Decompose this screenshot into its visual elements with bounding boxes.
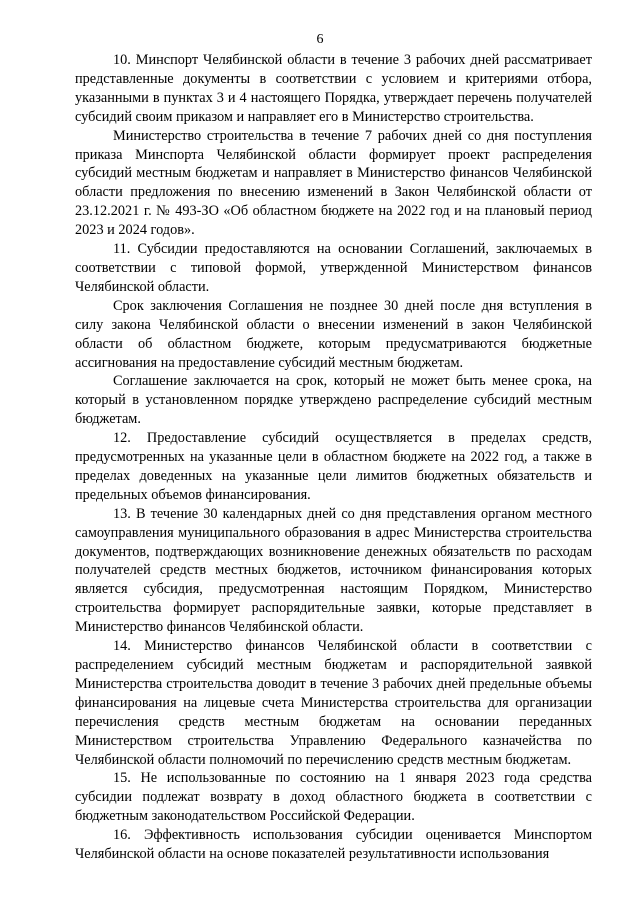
paragraph-agreement-term: Соглашение заключается на срок, который не может быть менее срока, на который в установленном порядке утверждено распределение субсидий местным бюджетам. xyxy=(75,373,592,428)
paragraph-12: 12. Предоставление субсидий осуществляется в пределах средств, предусмотренных на указанные цели в областном бюджете на 2022 год, а также в пределах доведенных на указанные цели лимитов бюджетных обязательств и предельных объемов финансирования. xyxy=(75,430,592,503)
page-number: 6 xyxy=(316,32,324,47)
paragraph-ministry-distribution: Министерство строительства в течение 7 рабочих дней со дня поступления приказа Минспорта Челябинской области формирует проект распределения субсидий местным бюджетам и направляет в Министерство финансов Челябинской области предложения по внесению изменений в Закон Челябинской области от 23.12.2021 г. № 493-ЗО «Об областном бюджете на 2022 год и на плановый период 2023 и 2024 годов». xyxy=(75,127,592,239)
paragraph-14: 14. Министерство финансов Челябинской области в соответствии с распределением субсидий местным бюджетам и распорядительной заявкой Министерства строительства доводит в течение 3 рабочих дней предельные объемы финансирования на лицевые счета Министерства строительства для организации перечисления средств местным бюджетам на основании переданных Министерством строительства Управлению Федерального казначейства по Челябинской области полномочий по перечислению средств местным бюджетам. xyxy=(75,638,592,768)
document-body xyxy=(75,51,592,864)
paragraph-agreement-deadline: Срок заключения Соглашения не позднее 30 дней после дня вступления в силу закона Челябинской области о внесении изменений в закон Челябинской области об областном бюджете, которым предусматриваются бюджетные ассигнования на предоставление субсидий местным бюджетам. xyxy=(75,297,592,371)
paragraph-16: 16. Эффективность использования субсидии оценивается Минспортом Челябинской области на основе показателей результативности использования xyxy=(75,827,592,863)
paragraph-10: 10. Минспорт Челябинской области в течение 3 рабочих дней рассматривает представленные документы в соответствии с условием и критериями отбора, указанными в пунктах 3 и 4 настоящего Порядка, утверждает перечень получателей субсидий своим приказом и направляет его в Министерство строительства. xyxy=(75,52,592,125)
paragraph-11: 11. Субсидии предоставляются на основании Соглашений, заключаемых в соответствии с типовой формой, утвержденной Министерством финансов Челябинской области. xyxy=(75,241,592,295)
paragraph-13: 13. В течение 30 календарных дней со дня представления органом местного самоуправления муниципального образования в адрес Министерства строительства документов, подтверждающих возникновение денежных обязательств по расходам получателей средств местных бюджетов, источником финансирования которых является субсидия, предусмотренная настоящим Порядком, Министерство строительства формирует распорядительные заявки, которые представляет в Министерство финансов Челябинской области. xyxy=(75,505,592,636)
paragraph-15: 15. Не использованные по состоянию на 1 января 2023 года средства субсидии подлежат возврату в доход областного бюджета в соответствии с бюджетным законодательством Российской Федерации. xyxy=(75,770,592,825)
